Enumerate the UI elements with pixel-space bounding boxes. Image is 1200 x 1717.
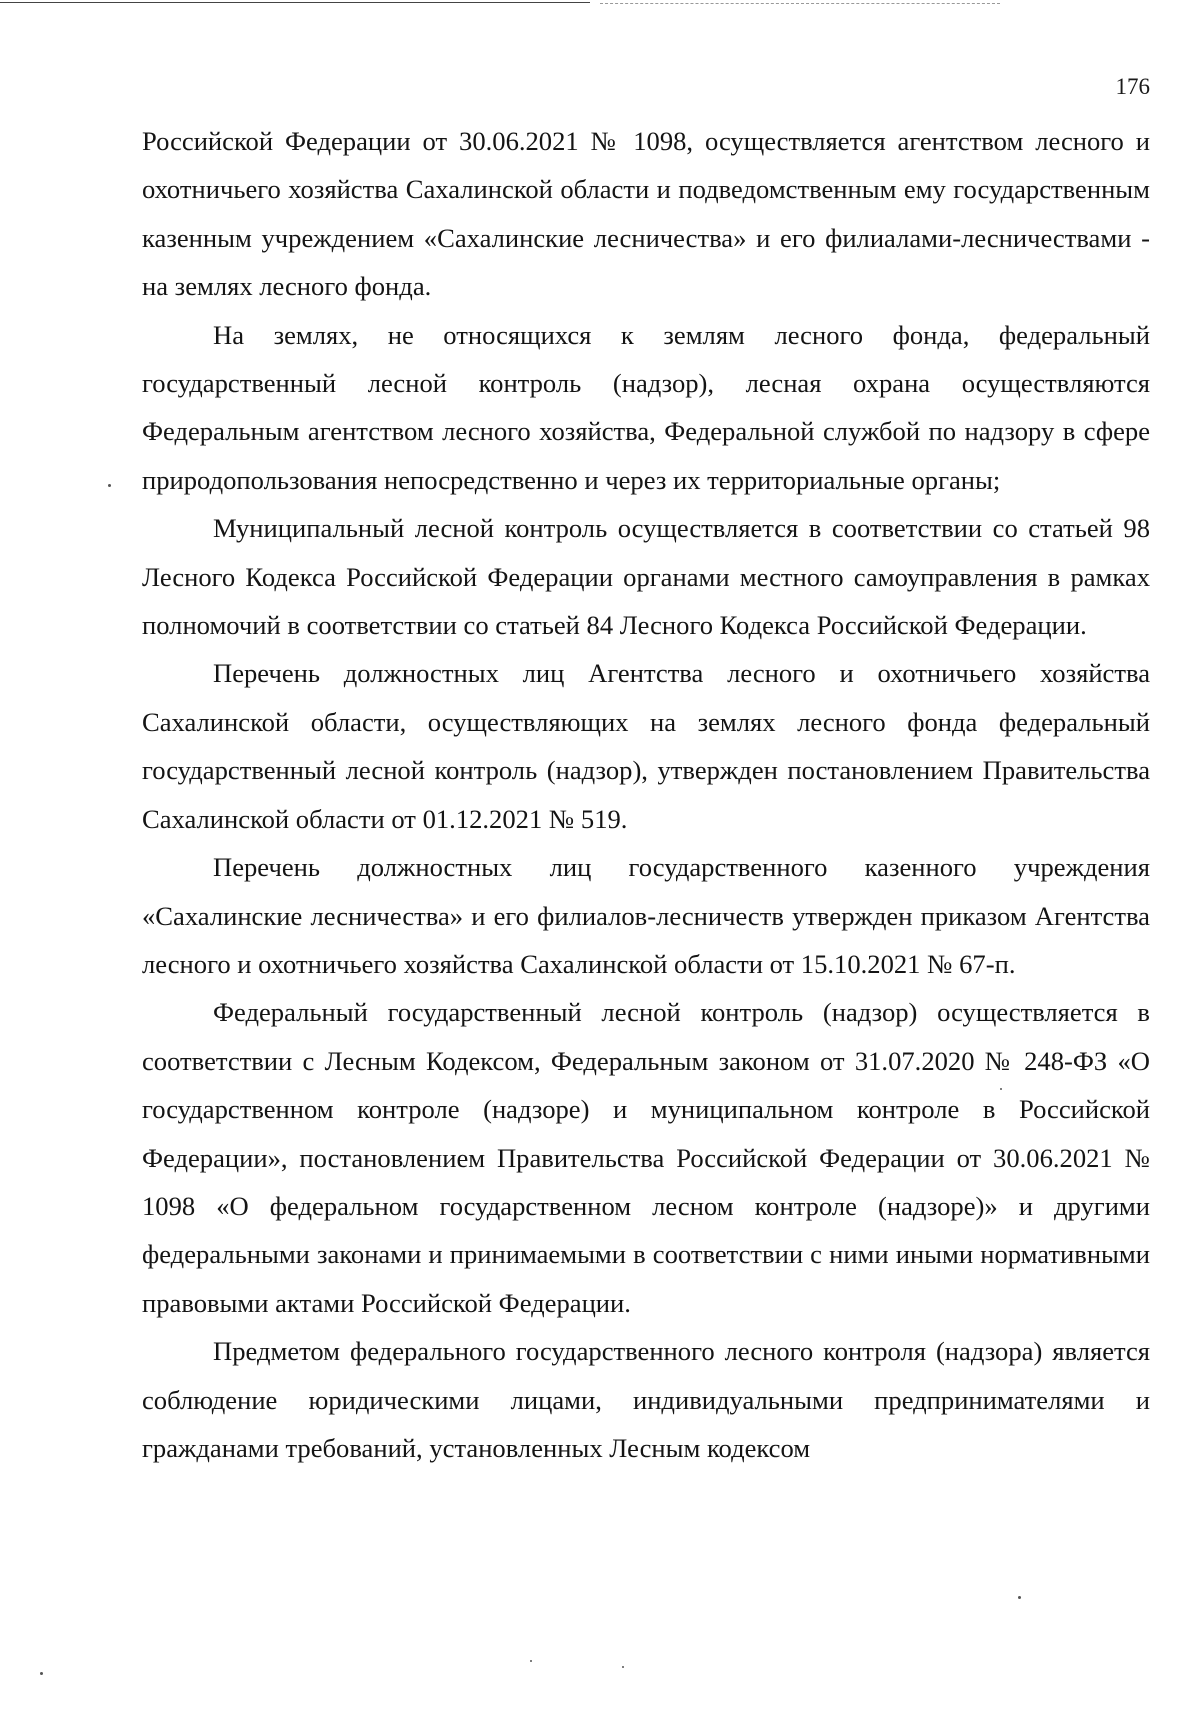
paragraph-2: На землях, не относящихся к землям лесного фонда, федеральный государственный лесной контроль (надзор), лесная охрана осуществляются Федеральным агентством лесного хозяйства, Федеральной службой по надзору в сфере природопользования непосредственно и через их территориальные органы; — [142, 319, 1150, 495]
paragraph-4: Перечень должностных лиц Агентства лесного и охотничьего хозяйства Сахалинской области, осуществляющих на землях лесного фонда федеральный государственный лесной контроль (надзор), утвержден постановлением Правительства Сахалинской области от 01.12.2021 № 519. — [142, 658, 1150, 834]
scan-speck — [530, 1660, 532, 1662]
paragraph-6: Федеральный государственный лесной контроль (надзор) осуществляется в соответствии с Лесным Кодексом, Федеральным законом от 31.07.2020 № 248-ФЗ «О государственном контроле (надзоре) и муниципальном контроле в Российской Федерации», постановлением Правительства Российской Федерации от 30.06.2021 № 1098 «О федеральном государственном лесном контроле (надзоре)» и другими федеральными законами и принимаемыми в соответствии с ними иными нормативными правовыми актами Российской Федерации. — [142, 997, 1150, 1318]
paragraph-1: Российской Федерации от 30.06.2021 № 1098, осуществляется агентством лесного и охотничьего хозяйства Сахалинской области и подведомственным ему государственным казенным учреждением «Сахалинские лесничества» и его филиалами-лесничествами - на землях лесного фонда. — [142, 126, 1150, 302]
paragraph-3: Муниципальный лесной контроль осуществляется в соответствии со статьей 98 Лесного Кодекса Российской Федерации органами местного самоуправления в рамках полномочий в соответствии со статьей 84 Лесного Кодекса Российской Федерации. — [142, 513, 1150, 641]
page-number: 176 — [1115, 74, 1150, 99]
paragraph-5: Перечень должностных лиц государственного казенного учреждения «Сахалинские лесничества» и его филиалов-лесничеств утвержден приказом Агентства лесного и охотничьего хозяйства Сахалинской области от 15.10.2021 № 67-п. — [142, 852, 1150, 979]
scan-speck — [40, 1672, 43, 1675]
scan-speck — [108, 484, 111, 487]
scan-top-edge-faint — [600, 3, 1000, 4]
document-body — [142, 117, 1150, 1472]
scan-top-edge — [0, 2, 590, 3]
scan-speck — [1000, 1088, 1002, 1090]
scan-speck — [1018, 1596, 1021, 1599]
scan-speck — [622, 1666, 624, 1668]
paragraph-7: Предметом федерального государственного лесного контроля (надзора) является соблюдение юридическими лицами, индивидуальными предпринимателями и гражданами требований, установленных Лесным кодексом — [142, 1336, 1150, 1463]
